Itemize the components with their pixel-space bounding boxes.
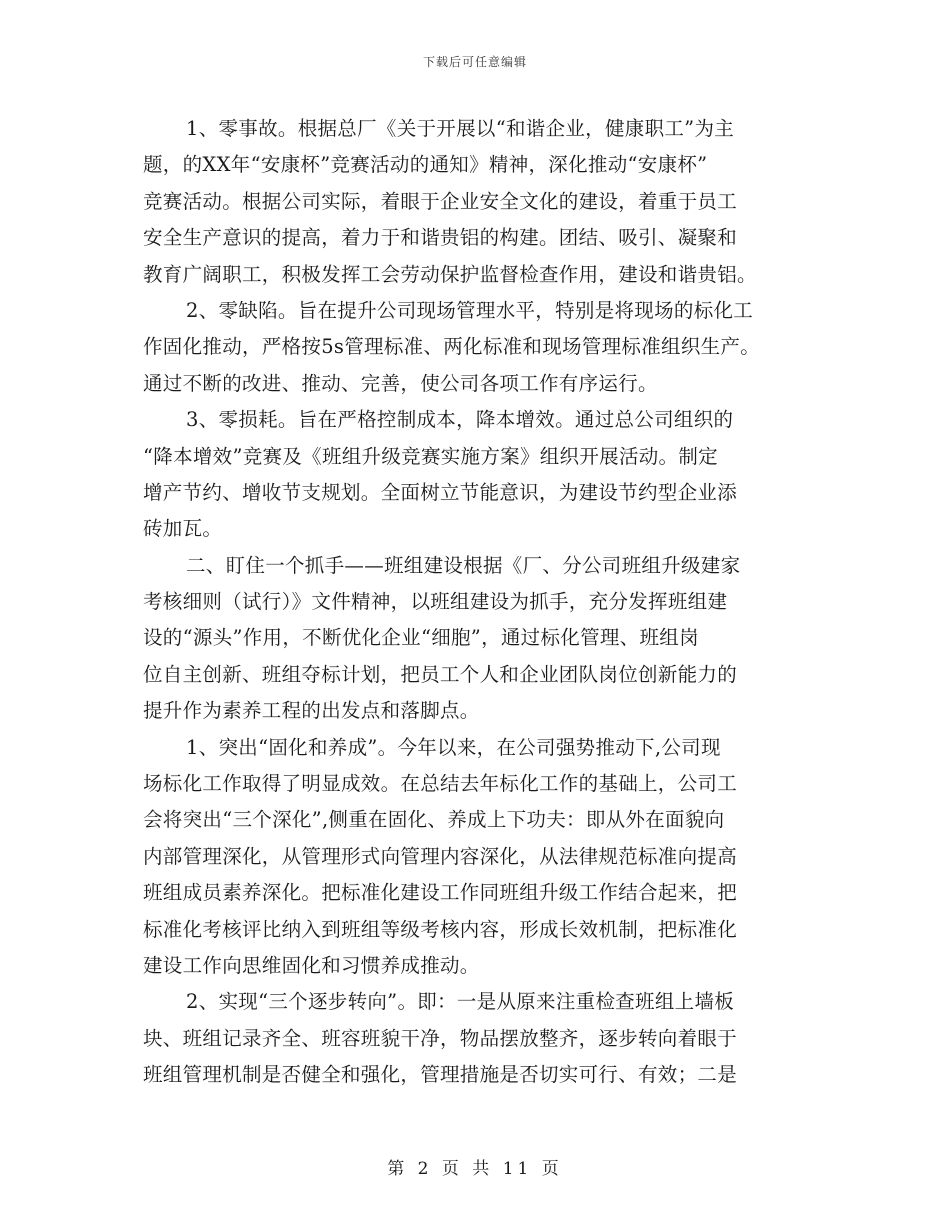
page-header: 下载后可任意编辑	[422, 55, 527, 69]
text-line: 作固化推动，严格按5s管理标准、两化标准和现场管理标准组织生产。	[143, 335, 761, 359]
text-line: 班组管理机制是否健全和强化，管理措施是否切实可行、有效；二是	[143, 1063, 738, 1087]
text-line: 安全生产意识的提高，着力于和谐贵铝的构建。团结、吸引、凝聚和	[143, 226, 738, 250]
text-line: 题，的XX年“安康杯”竞赛活动的通知》精神，深化推动“安康杯”	[143, 153, 708, 177]
text-line: 2、实现“三个逐步转向”。即：一是从原来注重检查班组上墙板	[186, 990, 735, 1014]
text-line: 设的“源头”作用，不断优化企业“细胞”，通过标化管理、班组岗	[143, 626, 699, 650]
text-line: 增产节约、增收节支规划。全面树立节能意识，为建设节约型企业添	[143, 480, 738, 504]
text-line: 块、班组记录齐全、班容班貌干净，物品摆放整齐，逐步转向着眼于	[143, 1026, 738, 1050]
text-line: 2、零缺陷。旨在提升公司现场管理水平，特别是将现场的标化工	[186, 298, 754, 322]
text-line: 内部管理深化，从管理形式向管理内容深化，从法律规范标准向提高	[143, 844, 738, 868]
text-line: 标准化考核评比纳入到班组等级考核内容，形成长效机制，把标准化	[143, 917, 738, 941]
text-line: 通过不断的改进、推动、完善，使公司各项工作有序运行。	[143, 371, 658, 395]
text-line: 砖加瓦。	[143, 517, 223, 541]
text-line: 建设工作向思维固化和习惯养成推动。	[143, 953, 480, 977]
text-line: 教育广阔职工，积极发挥工会劳动保护监督检查作用，建设和谐贵铝。	[143, 262, 757, 286]
document-body	[143, 111, 813, 1094]
text-line: 位自主创新、班组夺标计划，把员工个人和企业团队岗位创新能力的	[143, 662, 738, 686]
text-line: 二、盯住一个抓手——班组建设根据《厂、分公司班组升级建家	[186, 553, 741, 577]
text-line: 场标化工作取得了明显成效。在总结去年标化工作的基础上，公司工	[143, 772, 738, 796]
text-line: 提升作为素养工程的出发点和落脚点。	[143, 699, 480, 723]
text-line: 班组成员素养深化。把标准化建设工作同班组升级工作结合起来，把	[143, 881, 738, 905]
text-line: 考核细则（试行）》文件精神，以班组建设为抓手，充分发挥班组建	[143, 590, 728, 614]
text-line: 会将突出“三个深化”,侧重在固化、养成上下功夫：即从外在面貌向	[143, 808, 725, 832]
page-footer: 第 2 页 共 11 页	[387, 1159, 563, 1179]
text-line: 1、突出“固化和养成”。今年以来，在公司强势推动下,公司现	[186, 735, 721, 759]
text-line: 1、零事故。根据总厂《关于开展以“和谐企业，健康职工”为主	[186, 117, 735, 140]
text-line: “降本增效”竞赛及《班组升级竞赛实施方案》组织开展活动。制定	[143, 444, 718, 468]
text-line: 3、零损耗。旨在严格控制成本，降本增效。通过总公司组织的	[186, 408, 734, 432]
text-line: 竞赛活动。根据公司实际，着眼于企业安全文化的建设，着重于员工	[143, 189, 738, 213]
